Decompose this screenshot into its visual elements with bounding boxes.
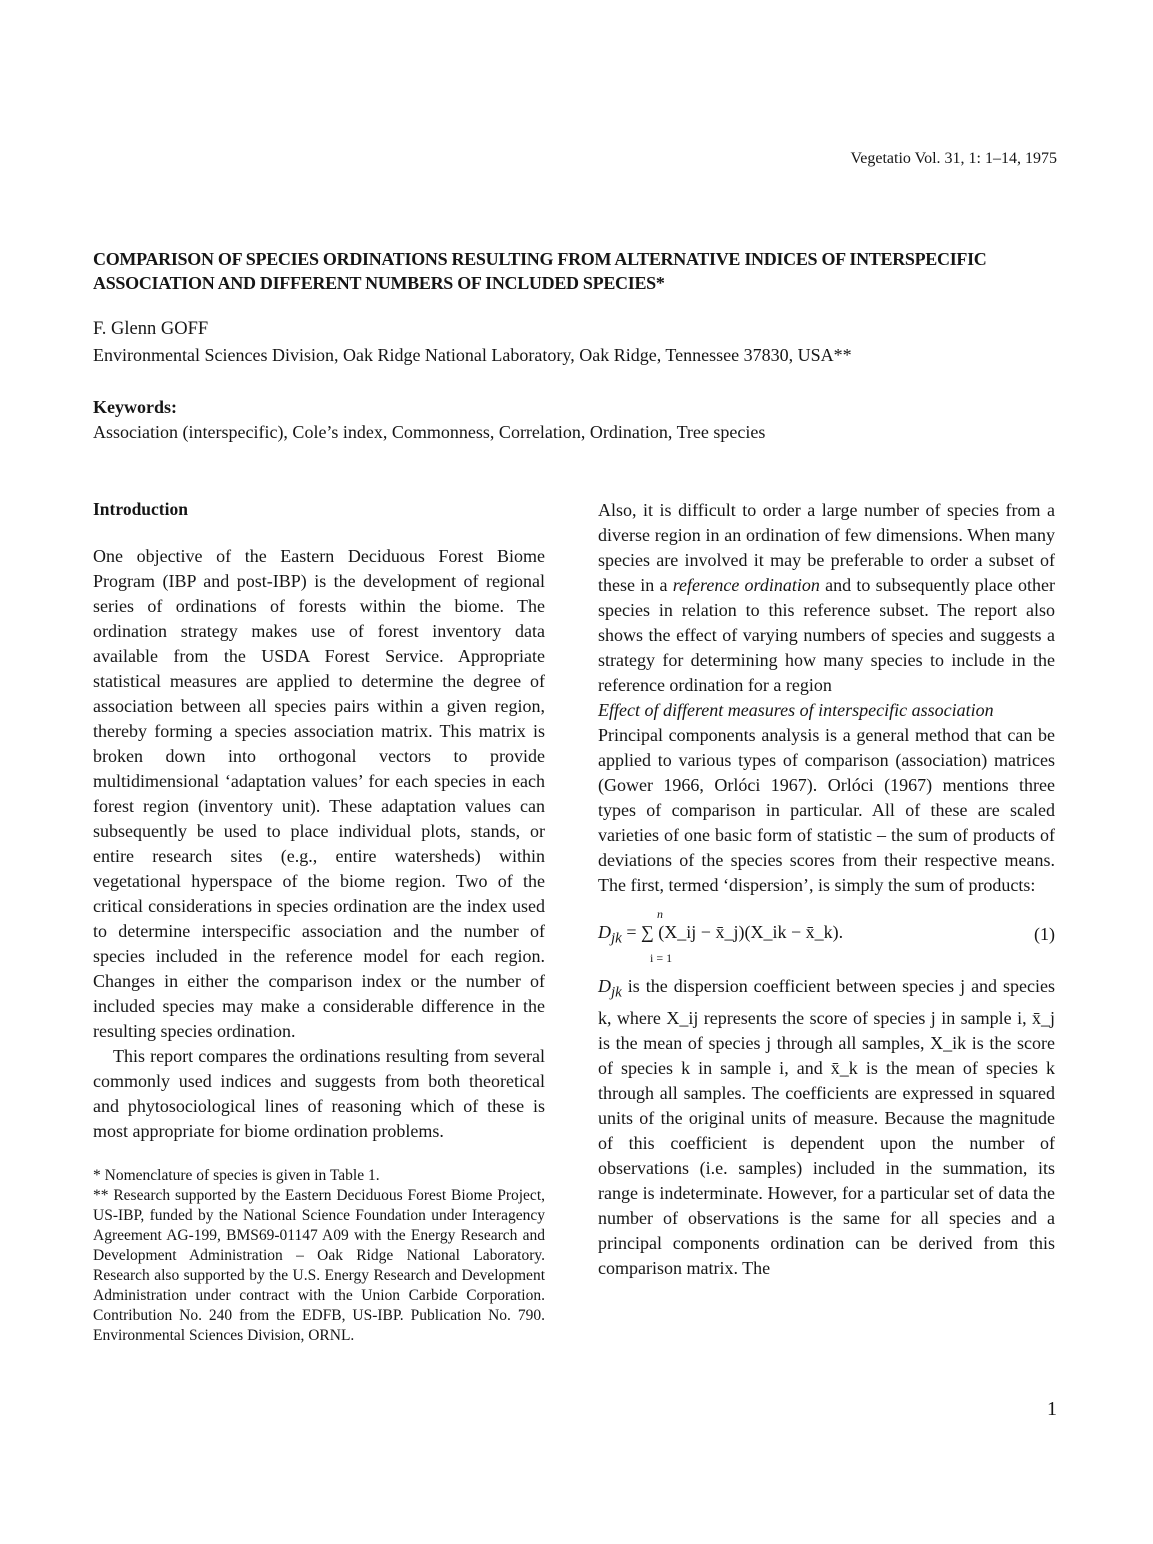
coefficient-subscript: jk <box>611 984 622 1001</box>
right-paragraph-2: Principal components analysis is a general method that can be applied to various types of comparison (association) matrices (Gower 1966, Orlóci 1967). Orlóci (1967) mentions three types of comparison in particular. All of these are scaled varieties of one basic form of statistic – the sum of products of deviations of the species scores from their respective means. The first, termed ‘dispersion’, is simply the sum of products: <box>598 725 1055 895</box>
right-paragraph-1-text-b: and to subsequently place other species in relation to this reference subset. The report also shows the effect of varying numbers of species and suggests a strategy for determining how many species to include in the reference ordination for a region <box>598 575 1055 695</box>
page-number: 1 <box>1047 1398 1057 1420</box>
author-affiliation: Environmental Sciences Division, Oak Ridge National Laboratory, Oak Ridge, Tennessee 37830, USA** <box>93 345 852 365</box>
journal-citation: Vegetatio Vol. 31, 1: 1–14, 1975 <box>850 150 1057 167</box>
equation-number: (1) <box>1034 924 1055 944</box>
intro-paragraph-1: One objective of the Eastern Deciduous Forest Biome Program (IBP and post-IBP) is the development of regional series of ordinations of forests within the biome. The ordination strategy makes use of forest inventory data available from the USDA Forest Service. Appropriate statistical measures are applied to determine the degree of association between all species pairs within a given region, thereby forming a species association matrix. This matrix is broken down into orthogonal vectors to provide multidimensional ‘adaptation values’ for each species in each forest region (inventory unit). These adaptation values can subsequently be used to place individual plots, stands, or entire research sites (e.g., entire watersheds) within vegetational hyperspace of the biome region. Two of the critical considerations in species ordination are the index used to determine interspecific association and the number of species included in the reference model for each region. Changes in either the comparison index or the number of included species may make a considerable difference in the resulting species ordination. <box>93 546 545 1041</box>
footnote-1: * Nomenclature of species is given in Table 1. <box>93 1167 380 1184</box>
right-paragraph-1-text-a: Also, it is difficult to order a large number of species from a diverse region in an ordination of few dimensions. When many species are involved it may be preferable to order a subset of these in a <box>598 500 1055 595</box>
coefficient-symbol: D <box>598 976 611 996</box>
equation-body <box>598 902 898 972</box>
footnotes <box>93 1166 545 1346</box>
equation-main <box>598 920 843 952</box>
left-column <box>93 497 545 1144</box>
article-title: COMPARISON OF SPECIES ORDINATIONS RESULTING FROM ALTERNATIVE INDICES OF INTERSPECIFIC ASSOCIATION AND DIFFERENT NUMBERS OF INCLUDED SPECIES* <box>93 249 987 293</box>
section-heading-introduction: Introduction <box>93 499 188 519</box>
keywords-list: Association (interspecific), Cole’s index, Commonness, Correlation, Ordination, Tree species <box>93 422 766 442</box>
right-paragraph-3-text: is the dispersion coefficient between species j and species k, where X_ij represents the score of species j in sample i, x̄_j is the mean of species j through all samples, X_ik is the score of species k in sample i, and x̄_k is the mean of species k through all samples. The coefficients are expressed in squared units of the original units of measure. Because the magnitude of this coefficient is dependent upon the number of observations (i.e. samples) included in the summation, its range is indeterminate. However, for a particular set of data the number of observations is the same for all species and a principal components ordination can be derived from this comparison matrix. The <box>598 976 1055 1278</box>
equation-lhs-subscript: jk <box>611 930 622 947</box>
right-paragraph-3 <box>598 974 1055 1281</box>
equation-expression: = ∑ (X_ij − x̄_j)(X_ik − x̄_k). <box>621 922 844 942</box>
keywords-heading: Keywords: <box>93 397 177 417</box>
reference-ordination-term: reference ordination <box>672 575 820 595</box>
author-name: F. Glenn GOFF <box>93 319 209 339</box>
equation-lower-limit: i = 1 <box>650 951 673 965</box>
equation-1 <box>598 902 1055 972</box>
right-column <box>598 498 1055 1281</box>
subsection-heading: Effect of different measures of interspecific association <box>598 700 994 720</box>
equation-lhs: D <box>598 922 611 942</box>
footnote-2: ** Research supported by the Eastern Deciduous Forest Biome Project, US-IBP, funded by the National Science Foundation under Interagency Agreement AG-199, BMS69-01147 A09 with the Energy Research and Development Administration – Oak Ridge National Laboratory. Research also supported by the U.S. Energy Research and Development Administration under contract with the Union Carbide Corporation. Contribution No. 240 from the EDFB, US-IBP. Publication No. 790. Environmental Sciences Division, ORNL. <box>93 1187 545 1344</box>
right-paragraph-1 <box>598 498 1055 698</box>
intro-paragraph-2: This report compares the ordinations resulting from several commonly used indices and suggests from both theoretical and phytosociological lines of reasoning which of these is most appropriate for biome ordination problems. <box>93 1046 545 1141</box>
equation-upper-limit: n <box>657 907 663 921</box>
